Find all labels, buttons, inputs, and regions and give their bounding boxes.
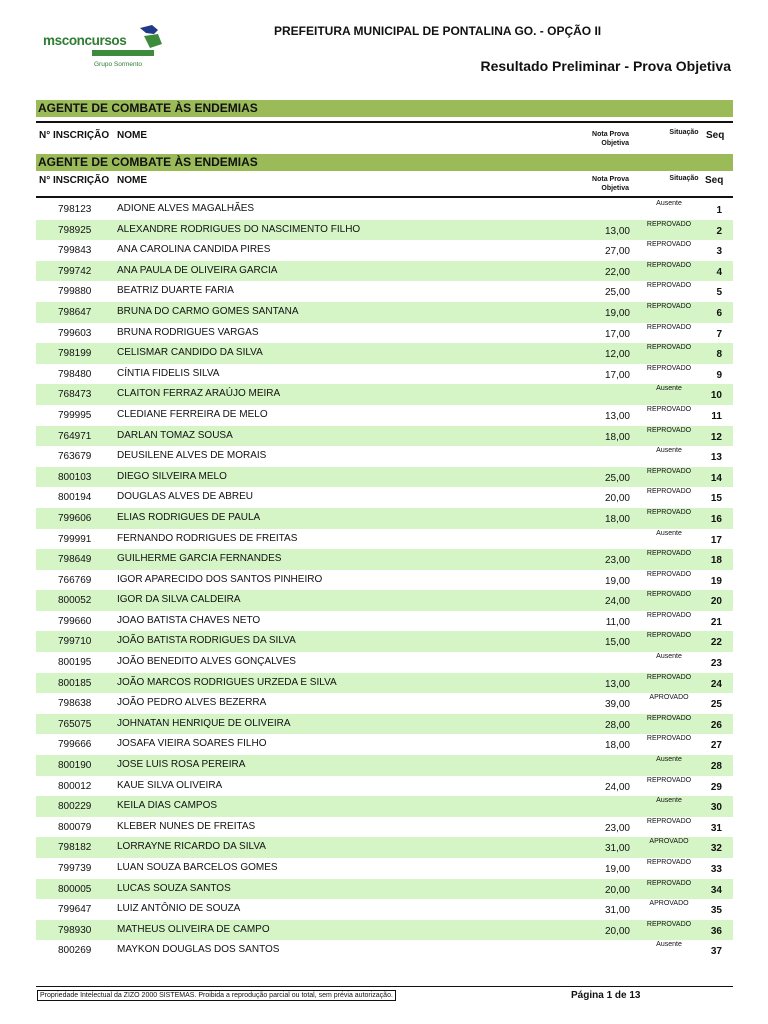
cell-inscricao: 763679 — [58, 451, 92, 463]
table-row — [36, 364, 733, 385]
company-logo — [40, 24, 165, 72]
cell-situacao: Ausente — [656, 941, 682, 949]
cell-seq: 3 — [716, 246, 722, 258]
cell-nome: DOUGLAS ALVES DE ABREU — [117, 491, 253, 503]
table-row — [36, 549, 733, 570]
cell-situacao: REPROVADO — [646, 282, 692, 290]
cell-nome: JOÃO BENEDITO ALVES GONÇALVES — [117, 656, 296, 668]
cell-inscricao: 799603 — [58, 327, 92, 339]
table-row — [36, 693, 733, 714]
document-title: PREFEITURA MUNICIPAL DE PONTALINA GO. - OPÇÃO II — [274, 24, 602, 38]
cell-nota: 20,00 — [604, 493, 630, 505]
cell-nota: 12,00 — [604, 349, 630, 361]
cell-situacao: REPROVADO — [646, 776, 692, 784]
cell-nome: JOÃO PEDRO ALVES BEZERRA — [117, 697, 267, 709]
cell-situacao: Ausente — [656, 447, 682, 455]
cell-situacao: APROVADO — [649, 900, 689, 908]
col-header-seq: Seq — [705, 175, 724, 186]
footer-rule — [36, 986, 733, 987]
cell-nota: 20,00 — [604, 884, 630, 896]
cell-nome: LUIZ ANTÔNIO DE SOUZA — [117, 903, 241, 915]
cell-situacao: REPROVADO — [646, 920, 692, 928]
table-row — [36, 776, 733, 797]
cell-inscricao: 764971 — [58, 430, 92, 442]
cell-situacao: REPROVADO — [646, 735, 692, 743]
cell-nome: CELISMAR CANDIDO DA SILVA — [117, 347, 263, 359]
cell-nome: DARLAN TOMAZ SOUSA — [117, 429, 233, 441]
cell-situacao: REPROVADO — [646, 261, 692, 269]
cell-situacao: REPROVADO — [646, 550, 692, 558]
cell-nota: 39,00 — [604, 699, 630, 711]
cell-seq: 19 — [710, 575, 722, 587]
cell-situacao: REPROVADO — [646, 426, 692, 434]
cell-nota: 13,00 — [604, 410, 630, 422]
col-header-inscricao: N° INSCRIÇÃO — [39, 130, 110, 141]
table-row — [36, 817, 733, 838]
cell-nota: 17,00 — [604, 328, 630, 340]
cell-seq: 24 — [710, 678, 722, 690]
cell-nome: DEUSILENE ALVES DE MORAIS — [117, 450, 267, 462]
table-row — [36, 673, 733, 694]
cell-nome: IGOR APARECIDO DOS SANTOS PINHEIRO — [117, 573, 323, 585]
cell-situacao: REPROVADO — [646, 859, 692, 866]
cell-nota: 20,00 — [604, 925, 630, 937]
cell-situacao: REPROVADO — [646, 241, 692, 249]
cell-inscricao: 800190 — [58, 760, 92, 772]
cell-inscricao: 768473 — [58, 389, 92, 401]
cell-seq: 20 — [710, 596, 722, 608]
table-row — [36, 796, 733, 817]
cell-nome: ANA PAULA DE OLIVEIRA GARCIA — [117, 264, 278, 276]
cell-nome: CLAITON FERRAZ ARAÚJO MEIRA — [117, 388, 281, 400]
cell-nota: 27,00 — [604, 246, 630, 258]
cell-nome: BRUNA DO CARMO GOMES SANTANA — [117, 305, 299, 317]
cell-situacao: APROVADO — [649, 838, 689, 846]
table-row — [36, 570, 733, 591]
section-title: AGENTE DE COMBATE ÀS ENDEMIAS — [38, 155, 258, 169]
cell-nome: ANA CAROLINA CANDIDA PIRES — [117, 244, 271, 256]
cell-seq: 10 — [710, 390, 722, 402]
cell-situacao: REPROVADO — [646, 714, 692, 722]
cell-seq: 34 — [710, 884, 722, 896]
col-header-nota: Nota Prova Objetiva — [592, 176, 629, 192]
cell-situacao: REPROVADO — [646, 508, 692, 516]
col-header-nome: NOME — [117, 130, 147, 141]
table-row — [36, 261, 733, 282]
cell-nome: JOHNATAN HENRIQUE DE OLIVEIRA — [117, 717, 291, 729]
cell-situacao: Ausente — [656, 797, 682, 805]
cell-situacao: REPROVADO — [646, 220, 692, 228]
cell-situacao: REPROVADO — [646, 611, 692, 619]
cell-seq: 15 — [710, 493, 722, 505]
table-row — [36, 858, 733, 879]
cell-nota: 19,00 — [604, 575, 630, 587]
cell-nome: FERNANDO RODRIGUES DE FREITAS — [117, 532, 298, 544]
cell-nome: MAYKON DOUGLAS DOS SANTOS — [117, 944, 280, 956]
cell-inscricao: 800229 — [58, 801, 92, 813]
cell-nome: JOÃO MARCOS RODRIGUES URZEDA E SILVA — [117, 676, 337, 688]
cell-situacao: REPROVADO — [646, 488, 692, 496]
page-indicator: Página 1 de 13 — [571, 990, 641, 1001]
table-row — [36, 384, 733, 405]
cell-inscricao: 765075 — [58, 718, 92, 730]
cell-nota: 25,00 — [604, 287, 630, 299]
cell-nome: KEILA DIAS CAMPOS — [117, 800, 218, 812]
cell-nota: 18,00 — [604, 513, 630, 525]
cell-seq: 8 — [716, 349, 722, 361]
copyright-notice: Propriedade Intelectual da ZIZO 2000 SISTEMAS. Proibida a reprodução parcial ou total, sem prévia autorização. — [37, 990, 396, 1001]
cell-inscricao: 798649 — [58, 554, 92, 566]
cell-nota: 19,00 — [604, 864, 630, 875]
cell-inscricao: 798638 — [58, 698, 92, 710]
col-header-situacao: Situação — [669, 175, 699, 182]
cell-seq: 23 — [710, 658, 722, 670]
cell-nota: 13,00 — [604, 225, 630, 237]
cell-seq: 13 — [710, 452, 722, 464]
cell-seq: 30 — [710, 802, 722, 814]
table-row — [36, 405, 733, 426]
table-row — [36, 220, 733, 241]
cell-situacao: REPROVADO — [646, 302, 692, 310]
cell-inscricao: 799995 — [58, 409, 92, 421]
cell-seq: 31 — [710, 822, 722, 834]
table-row — [36, 508, 733, 529]
cell-inscricao: 800195 — [58, 657, 92, 669]
cell-nota: 31,00 — [604, 843, 630, 855]
cell-nome: JOSAFA VIEIRA SOARES FILHO — [117, 738, 267, 750]
cell-nome: BRUNA RODRIGUES VARGAS — [117, 326, 259, 338]
col-header-seq: Seq — [706, 130, 725, 141]
col-header-inscricao: N° INSCRIÇÃO — [39, 175, 110, 186]
logo-subtext: Grupo Sormento — [94, 61, 143, 68]
table-row — [36, 323, 733, 344]
cell-seq: 22 — [710, 637, 722, 649]
cell-seq: 26 — [710, 719, 722, 731]
cell-nome: KLEBER NUNES DE FREITAS — [117, 820, 256, 832]
cell-inscricao: 800005 — [58, 883, 92, 895]
cell-seq: 27 — [710, 740, 722, 752]
table-row — [36, 343, 733, 364]
cell-situacao: REPROVADO — [646, 632, 692, 640]
table-row — [36, 899, 733, 920]
table-row — [36, 590, 733, 611]
cell-nome: ALEXANDRE RODRIGUES DO NASCIMENTO FILHO — [117, 223, 361, 235]
cell-seq: 2 — [716, 225, 722, 237]
cell-nome: IGOR DA SILVA CALDEIRA — [117, 594, 241, 606]
col-header-nota: Nota Prova Objetiva — [592, 131, 629, 147]
cell-seq: 1 — [716, 205, 722, 216]
table-row — [36, 240, 733, 261]
cell-situacao: APROVADO — [649, 694, 689, 702]
cell-nome: DIEGO SILVEIRA MELO — [117, 470, 227, 482]
cell-seq: 37 — [710, 946, 722, 958]
col-header-situacao: Situação — [669, 129, 699, 136]
cell-situacao: Ausente — [656, 200, 682, 207]
cell-situacao: REPROVADO — [646, 879, 692, 887]
cell-nome: LORRAYNE RICARDO DA SILVA — [117, 841, 266, 853]
cell-situacao: REPROVADO — [646, 673, 692, 681]
cell-situacao: REPROVADO — [646, 570, 692, 578]
table-row — [36, 467, 733, 488]
cell-seq: 35 — [710, 905, 722, 917]
cell-seq: 7 — [716, 328, 722, 340]
col-header-nome: NOME — [117, 175, 147, 186]
cell-nota: 18,00 — [604, 740, 630, 752]
cell-nome: JOSE LUIS ROSA PEREIRA — [117, 759, 246, 771]
table-row — [36, 714, 733, 735]
table-row — [36, 611, 733, 632]
cell-inscricao: 798930 — [58, 924, 92, 936]
cell-nota: 25,00 — [604, 472, 630, 484]
cell-nota: 31,00 — [604, 905, 630, 917]
document-subtitle: Resultado Preliminar - Prova Objetiva — [480, 58, 731, 74]
table-row — [36, 281, 733, 302]
cell-inscricao: 798925 — [58, 224, 92, 236]
cell-nota: 24,00 — [604, 596, 630, 608]
cell-inscricao: 766769 — [58, 574, 92, 586]
cell-inscricao: 799991 — [58, 533, 92, 545]
cell-inscricao: 798123 — [58, 204, 92, 215]
cell-inscricao: 799739 — [58, 863, 92, 874]
cell-seq: 5 — [716, 287, 722, 299]
logo-brand-text: msconcursos — [43, 33, 127, 48]
cell-seq: 28 — [710, 761, 722, 773]
cell-nota: 24,00 — [604, 781, 630, 793]
table-row — [36, 302, 733, 323]
cell-inscricao: 800185 — [58, 677, 92, 689]
cell-situacao: REPROVADO — [646, 467, 692, 475]
cell-situacao: Ausente — [656, 385, 682, 393]
cell-inscricao: 799742 — [58, 265, 92, 277]
cell-nome: KAUE SILVA OLIVEIRA — [117, 779, 223, 791]
cell-inscricao: 800079 — [58, 821, 92, 833]
cell-inscricao: 798480 — [58, 368, 92, 380]
cell-seq: 12 — [710, 431, 722, 443]
cell-nota: 23,00 — [604, 822, 630, 834]
cell-inscricao: 799666 — [58, 739, 92, 751]
section-title: AGENTE DE COMBATE ÀS ENDEMIAS — [38, 101, 258, 115]
table-row — [36, 920, 733, 941]
cell-seq: 25 — [710, 699, 722, 711]
cell-nome: LUCAS SOUZA SANTOS — [117, 882, 231, 894]
cell-inscricao: 799710 — [58, 636, 92, 648]
table-top-rule — [36, 196, 733, 198]
cell-nome: CÍNTIA FIDELIS SILVA — [117, 367, 220, 379]
cell-seq: 18 — [710, 555, 722, 567]
table-row — [36, 199, 733, 220]
cell-nome: ELIAS RODRIGUES DE PAULA — [117, 511, 261, 523]
cell-seq: 21 — [710, 616, 722, 628]
cell-seq: 36 — [710, 925, 722, 937]
table-row — [36, 631, 733, 652]
cell-nome: CLEDIANE FERREIRA DE MELO — [117, 408, 268, 420]
cell-nota: 15,00 — [604, 637, 630, 649]
table-row — [36, 940, 733, 961]
cell-situacao: REPROVADO — [646, 817, 692, 825]
cell-inscricao: 800194 — [58, 492, 92, 504]
cell-inscricao: 799880 — [58, 286, 92, 298]
table-row — [36, 529, 733, 550]
cell-nome: ADIONE ALVES MAGALHÃES — [117, 203, 255, 214]
cell-nome: JOAO BATISTA CHAVES NETO — [117, 614, 261, 626]
cell-nota: 13,00 — [604, 678, 630, 690]
cell-nota: 22,00 — [604, 266, 630, 278]
cell-nota: 19,00 — [604, 307, 630, 319]
cell-situacao: REPROVADO — [646, 344, 692, 352]
cell-inscricao: 799660 — [58, 615, 92, 627]
cell-situacao: REPROVADO — [646, 405, 692, 413]
table-row — [36, 426, 733, 447]
cell-nome: BEATRIZ DUARTE FARIA — [117, 285, 234, 297]
cell-seq: 33 — [710, 864, 722, 875]
cell-inscricao: 798647 — [58, 306, 92, 318]
cell-seq: 4 — [716, 266, 722, 278]
cell-seq: 29 — [710, 781, 722, 793]
cell-situacao: Ausente — [656, 529, 682, 537]
cell-inscricao: 800103 — [58, 471, 92, 483]
cell-nome: JOÃO BATISTA RODRIGUES DA SILVA — [117, 635, 296, 647]
cell-inscricao: 800012 — [58, 780, 92, 792]
cell-inscricao: 800052 — [58, 595, 92, 607]
table-row — [36, 755, 733, 776]
table-row — [36, 734, 733, 755]
cell-situacao: REPROVADO — [646, 591, 692, 599]
cell-seq: 9 — [716, 369, 722, 381]
cell-nota: 23,00 — [604, 555, 630, 567]
cell-seq: 11 — [711, 410, 722, 422]
cell-situacao: REPROVADO — [646, 323, 692, 331]
cell-inscricao: 799647 — [58, 904, 92, 916]
cell-seq: 16 — [710, 513, 722, 525]
cell-seq: 14 — [710, 472, 722, 484]
table-row — [36, 652, 733, 673]
header-rule — [36, 121, 733, 123]
cell-inscricao: 798199 — [58, 348, 92, 360]
section-band — [36, 100, 733, 117]
cell-nome: MATHEUS OLIVEIRA DE CAMPO — [117, 923, 270, 935]
cell-inscricao: 799843 — [58, 245, 92, 257]
table-row — [36, 446, 733, 467]
cell-situacao: Ausente — [656, 756, 682, 764]
table-row — [36, 879, 733, 900]
cell-inscricao: 798182 — [58, 842, 92, 854]
cell-situacao: REPROVADO — [646, 364, 692, 372]
table-row — [36, 837, 733, 858]
cell-nota: 17,00 — [604, 369, 630, 381]
cell-situacao: Ausente — [656, 653, 682, 661]
cell-nota: 28,00 — [604, 719, 630, 731]
cell-nota: 11,00 — [605, 616, 630, 628]
section-band — [36, 154, 733, 171]
table-row — [36, 487, 733, 508]
cell-seq: 32 — [710, 843, 722, 855]
cell-seq: 6 — [716, 307, 722, 319]
cell-nome: GUILHERME GARCIA FERNANDES — [117, 553, 282, 565]
cell-nota: 18,00 — [604, 431, 630, 443]
cell-nome: LUAN SOUZA BARCELOS GOMES — [117, 862, 278, 873]
cell-inscricao: 799606 — [58, 512, 92, 524]
cell-seq: 17 — [710, 534, 722, 546]
results-table — [36, 199, 733, 961]
cell-inscricao: 800269 — [58, 945, 92, 957]
